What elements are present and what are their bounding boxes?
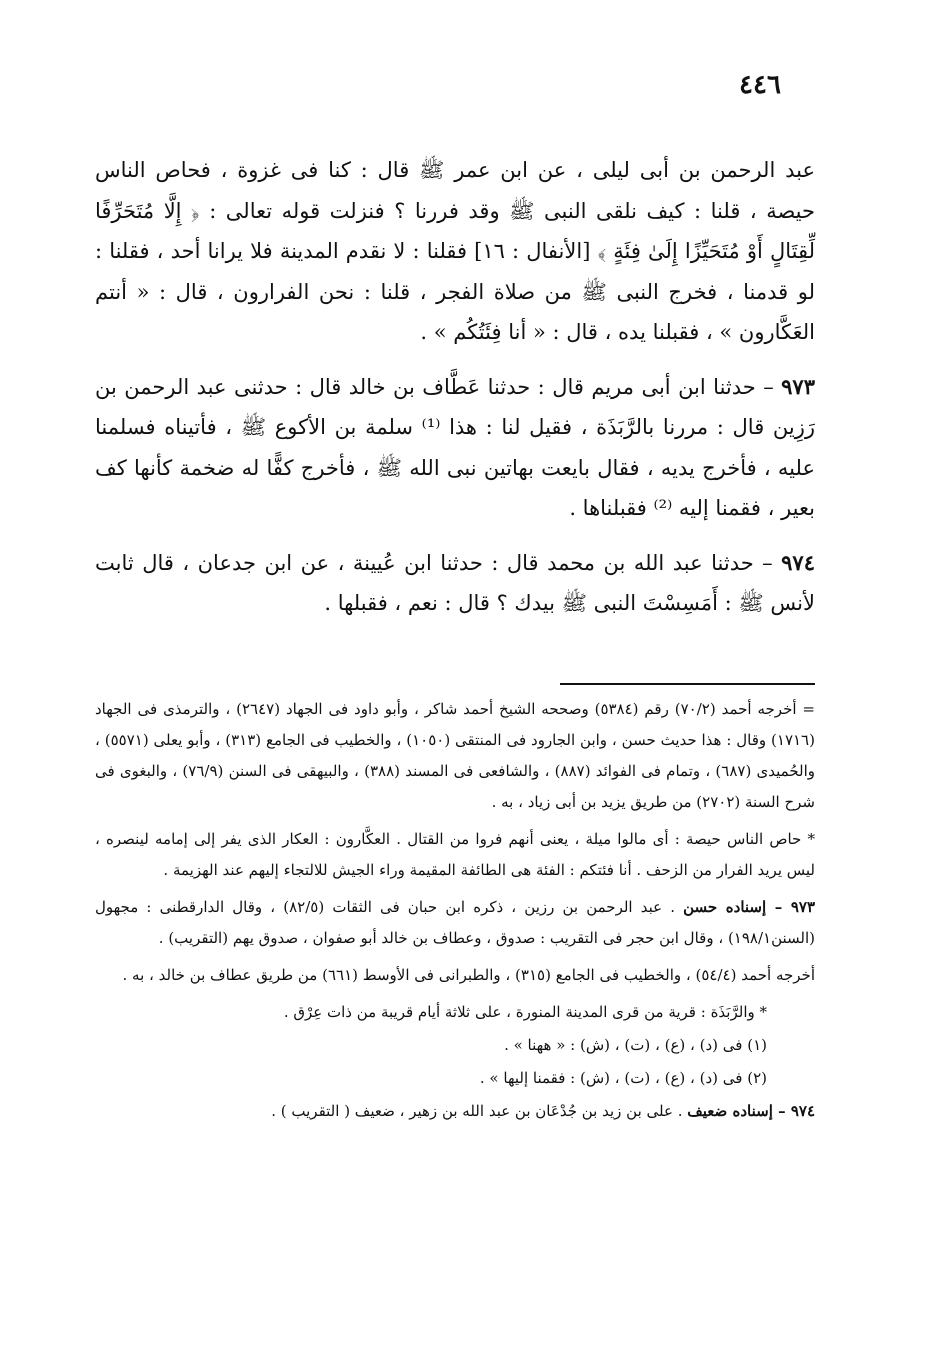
hadith-974 bbox=[95, 543, 815, 624]
hadith-text: – حدثنا ابن أبى مريم قال : حدثنا عَطَّاف بن خالد قال : حدثنى عبد الرحمن بن رَزِين قال : مررنا بالرَّبَذَة ، فقيل لنا : هذا ⁽¹⁾ سلمة بن الأكوع ﷺ ، فأتيناه فسلمنا عليه ، فأخرج يديه ، فقال بايعت بهاتين نبى الله ﷺ ، فأخرج كفًّا له ضخمة كأنها كف بعير ، فقمنا إليه ⁽²⁾ فقبلناها . bbox=[95, 374, 815, 520]
main-text bbox=[95, 150, 815, 638]
footnote-text: . عبد الرحمن بن رزين ، ذكره ابن حبان فى الثقات (٨٢/٥) ، وقال الدارقطنى : مجهول (السنن١٩٨/١) ، وقال ابن حجر فى التقريب : صدوق ، وعطاف بن خالد أبو صفوان ، صدوق يهم (التقريب) . bbox=[95, 898, 815, 947]
footnote-grading-974 bbox=[95, 1096, 815, 1127]
hadith-continuation: عبد الرحمن بن أبى ليلى ، عن ابن عمر ﷺ قال : كنا فى غزوة ، فحاص الناس حيصة ، قلنا : كيف نلقى النبى ﷺ وقد فررنا ؟ فنزلت قوله تعالى : ﴿ إِلَّا مُتَحَرِّفًا لِّقِتَالٍ أَوْ مُتَحَيِّزًا إِلَىٰ فِئَةٍ ﴾ [الأنفال : ١٦] فقلنا : لا نقدم المدينة فلا يرانا أحد ، فقلنا : لو قدمنا ، فخرج النبى ﷺ من صلاة الفجر ، قلنا : نحن الفرارون ، قال : « أنتم العَكَّارون » ، فقبلنا يده ، قال : « أنا فِئَتُكُم » . bbox=[95, 158, 815, 344]
footnote-gloss-rabadha: * والرَّبَذَة : قرية من قرى المدينة المنورة ، على ثلاثة أيام قريبة من ذات عِرْق . bbox=[283, 1003, 767, 1021]
hadith-number: ٩٧٣ bbox=[781, 373, 815, 399]
footnotes bbox=[95, 694, 815, 1133]
footnote-takhrij-973: أخرجه أحمد (٥٤/٤) ، والخطيب فى الجامع (٣١٥) ، والطبرانى فى الأوسط (٦٦١) من طريق عطاف بن خالد ، به . bbox=[122, 966, 815, 984]
footnote-grade: – إسناده حسن bbox=[683, 898, 791, 916]
footnote-variant-1: (١) فى (د) ، (ع) ، (ت) ، (ش) : « ههنا » . bbox=[504, 1036, 767, 1054]
hadith-text: – حدثنا عبد الله بن محمد قال : حدثنا ابن عُيينة ، عن ابن جدعان ، قال ثابت لأنس ﷺ : أَمَسِسْتَ النبى ﷺ بيدك ؟ قال : نعم ، فقبلها . bbox=[95, 550, 815, 615]
hadith-973 bbox=[95, 367, 815, 529]
footnote-grade: – إسناده ضعيف bbox=[687, 1102, 791, 1120]
footnote-text: . على بن زيد بن جُدْعَان بن عبد الله بن زهير ، ضعيف ( التقريب ) . bbox=[271, 1102, 688, 1120]
footnote-grading-973 bbox=[95, 892, 815, 954]
footnote-number: ٩٧٣ bbox=[790, 898, 815, 916]
footnote-variant-2: (٢) فى (د) ، (ع) ، (ت) ، (ش) : فقمنا إليها » . bbox=[479, 1069, 767, 1087]
footnote-gloss: * حاص الناس حيصة : أى مالوا ميلة ، يعنى أنهم فروا من القتال . العكَّارون : العكار الذى يفر إلى إمامه لينصره ، ليس يريد الفرار من الزحف . أنا فئتكم : الفئة هى الطائفة المقيمة وراء الجيش للالتجاء إليهم عند الهزيمة . bbox=[95, 830, 815, 879]
footnote-number: ٩٧٤ bbox=[790, 1102, 815, 1120]
footnote-takhrij: = أخرجه أحمد (٧٠/٢) رقم (٥٣٨٤) وصححه الشيخ أحمد شاكر ، وأبو داود فى الجهاد (٢٦٤٧) ، والترمذى فى الجهاد (١٧١٦) وقال : هذا حديث حسن ، وابن الجارود فى المنتقى (١٠٥٠) ، والخطيب فى الجامع (٣١٣) ، وأبو يعلى (٥٥٧١) ، والحُميدى (٦٨٧) ، وتمام فى الفوائد (٨٨٧) ، والشافعى فى المسند (٣٨٨) ، والبيهقى فى السنن (٧٦/٩) ، والبغوى فى شرح السنة (٢٧٠٢) من طريق يزيد بن أبى زياد ، به . bbox=[95, 700, 816, 811]
page-number: ٤٤٦ bbox=[739, 70, 781, 100]
hadith-number: ٩٧٤ bbox=[781, 549, 815, 575]
footnote-divider bbox=[560, 683, 815, 685]
